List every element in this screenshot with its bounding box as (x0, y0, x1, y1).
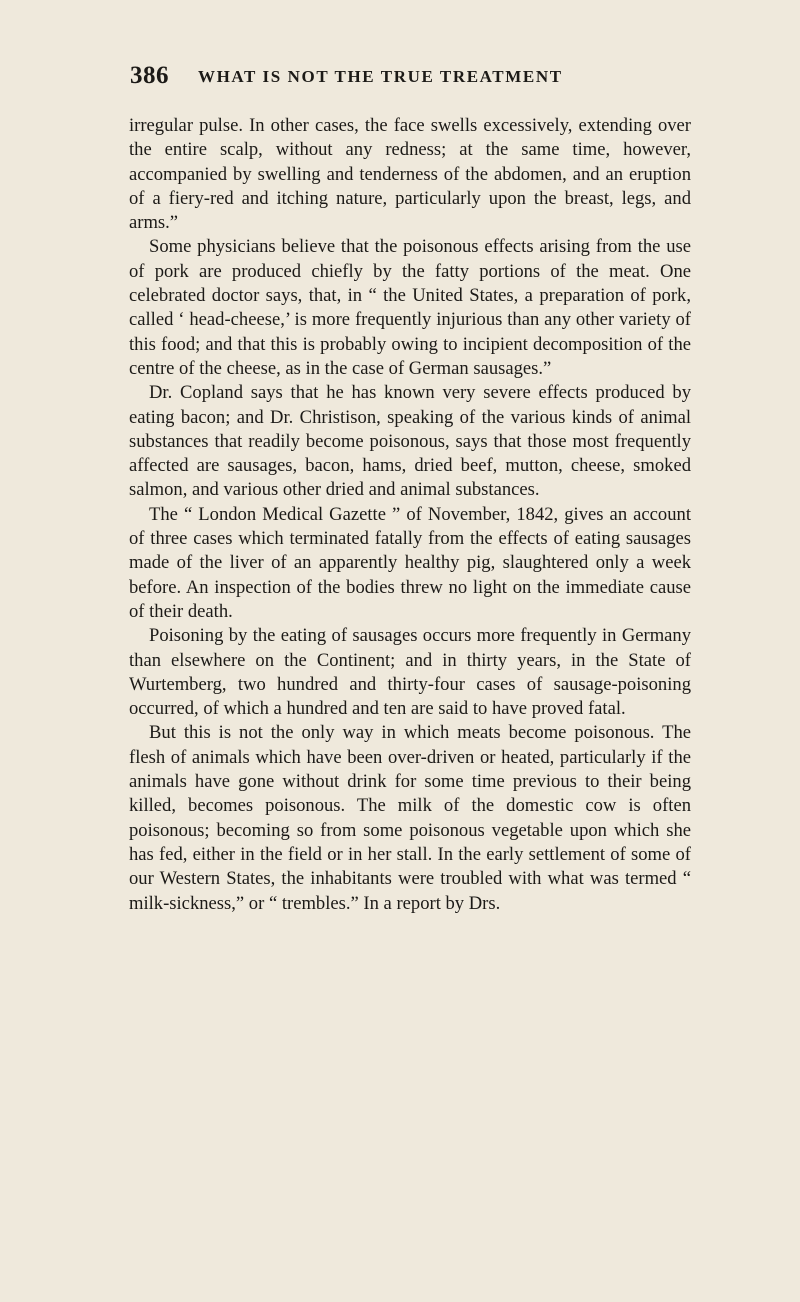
running-head (130, 62, 690, 98)
paragraph-copland-christison: Dr. Copland says that he has known very severe effects produced by eating bacon; and Dr. Christison, speaking of the various kinds of animal substances that readily become poisonous, says that those most frequently affected are sausages, bacon, hams, dried beef, mutton, cheese, smoked salmon, and various other dried and animal substances. (129, 382, 691, 501)
paragraph-poisonous-meats: But this is not the only way in which meats become poisonous. The flesh of animals which have been over-driven or heated, particularly if the animals have gone without drink for some time previous to their being killed, becomes poisonous. The milk of the domestic cow is often poisonous; becoming so from some poisonous vegetable upon which she has fed, either in the field or in her stall. In the early settlement of some of our Western States, the inhabitants were troubled with what was termed “ milk-sickness,” or “ trembles.” In a report by Drs. (129, 722, 691, 914)
page-number: 386 (130, 62, 169, 89)
paragraph-sausage-poisoning: Poisoning by the eating of sausages occurs more frequently in Germany than elsewhere on the Continent; and in thirty years, in the State of Wurtemberg, two hundred and thirty-four cases of sausage-poisoning occurred, of which a hundred and ten are said to have proved fatal. (129, 625, 691, 720)
paragraph-continuation: irregular pulse. In other cases, the face swells excessively, extending over the entire scalp, without any redness; at the same time, however, accompanied by swelling and tenderness of the abdomen, and an eruption of a fiery-red and itching nature, particularly upon the breast, legs, and arms.” (129, 115, 691, 234)
paragraph-london-gazette: The “ London Medical Gazette ” of November, 1842, gives an account of three cases which terminated fatally from the effects of eating sausages made of the liver of an apparently healthy pig, slaughtered only a week before. An inspection of the bodies threw no light on the immediate cause of their death. (129, 503, 691, 622)
running-head-title: WHAT IS NOT THE TRUE TREATMENT (198, 67, 563, 86)
paragraph-pork-fat: Some physicians believe that the poisonous effects arising from the use of pork are produced chiefly by the fatty portions of the meat. One celebrated doctor says, that, in “ the United States, a preparation of pork, called ‘ head-cheese,’ is more frequently injurious than any other variety of this food; and that this is probably owing to incipient decomposition of the centre of the cheese, as in the case of German sausages.” (129, 236, 691, 379)
body-text (129, 114, 691, 916)
